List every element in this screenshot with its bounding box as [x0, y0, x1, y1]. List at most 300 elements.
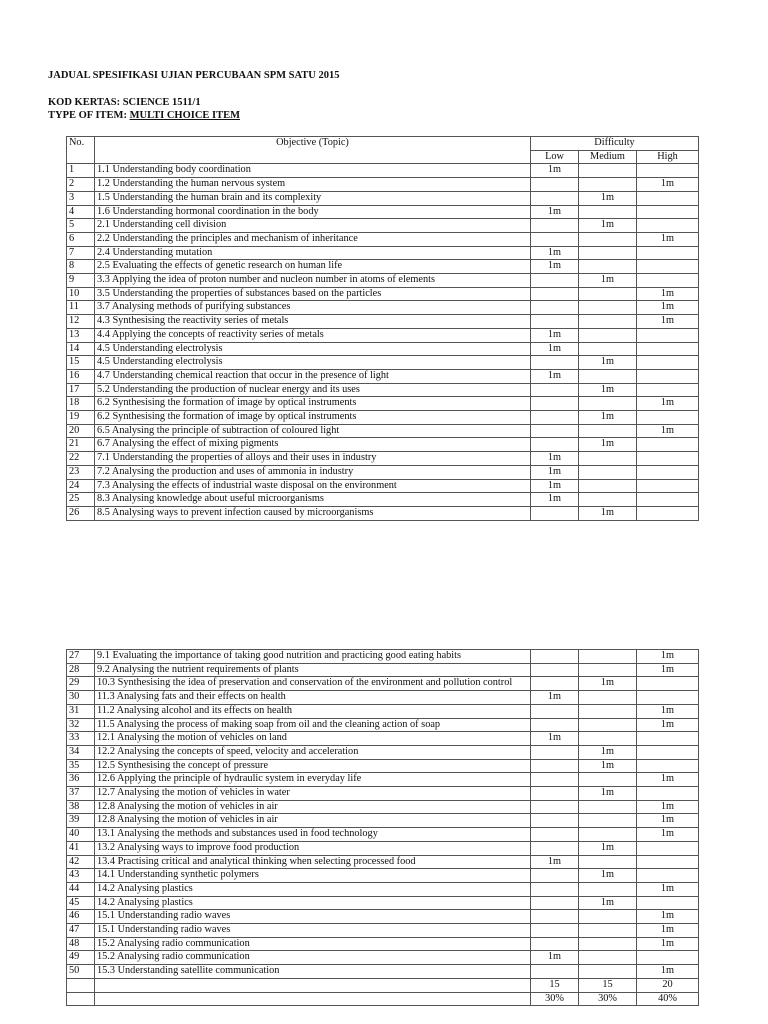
row-objective: 11.5 Analysing the process of making soap from oil and the cleaning action of soap — [95, 718, 531, 732]
row-number: 25 — [67, 493, 95, 507]
row-medium — [579, 965, 637, 979]
total-high: 20 — [637, 978, 699, 992]
percent-low: 30% — [531, 992, 579, 1006]
row-low — [531, 191, 579, 205]
row-medium — [579, 814, 637, 828]
row-high: 1m — [637, 232, 699, 246]
row-low — [531, 397, 579, 411]
row-high: 1m — [637, 287, 699, 301]
row-low: 1m — [531, 479, 579, 493]
row-low: 1m — [531, 452, 579, 466]
row-high: 1m — [637, 178, 699, 192]
row-high — [637, 787, 699, 801]
col-header-objective: Objective (Topic) — [95, 137, 531, 164]
row-medium — [579, 704, 637, 718]
row-high — [637, 164, 699, 178]
row-medium — [579, 937, 637, 951]
row-number: 26 — [67, 506, 95, 520]
row-high — [637, 452, 699, 466]
col-header-low: Low — [531, 150, 579, 164]
row-objective: 7.1 Understanding the properties of alloys and their uses in industry — [95, 452, 531, 466]
row-low: 1m — [531, 342, 579, 356]
table-row — [67, 493, 699, 507]
row-low — [531, 315, 579, 329]
row-medium — [579, 951, 637, 965]
row-number: 6 — [67, 232, 95, 246]
row-low — [531, 869, 579, 883]
table-row — [67, 677, 699, 691]
row-medium — [579, 205, 637, 219]
row-low: 1m — [531, 164, 579, 178]
col-header-difficulty: Difficulty — [531, 137, 699, 151]
row-high: 1m — [637, 315, 699, 329]
row-low — [531, 677, 579, 691]
row-high — [637, 438, 699, 452]
row-number: 48 — [67, 937, 95, 951]
paper-code: KOD KERTAS: SCIENCE 1511/1 — [48, 97, 201, 108]
row-number: 38 — [67, 800, 95, 814]
table-row — [67, 452, 699, 466]
row-medium: 1m — [579, 506, 637, 520]
table-row — [67, 800, 699, 814]
row-high — [637, 260, 699, 274]
table-row — [67, 164, 699, 178]
row-medium: 1m — [579, 383, 637, 397]
row-number: 9 — [67, 274, 95, 288]
row-low — [531, 773, 579, 787]
row-low — [531, 924, 579, 938]
row-high — [637, 191, 699, 205]
row-number: 43 — [67, 869, 95, 883]
table-row — [67, 951, 699, 965]
row-number: 29 — [67, 677, 95, 691]
row-low — [531, 506, 579, 520]
row-number: 20 — [67, 424, 95, 438]
row-objective: 2.5 Evaluating the effects of genetic research on human life — [95, 260, 531, 274]
row-low: 1m — [531, 246, 579, 260]
row-high — [637, 745, 699, 759]
row-low — [531, 424, 579, 438]
row-number: 33 — [67, 732, 95, 746]
table-row — [67, 383, 699, 397]
row-objective: 1.6 Understanding hormonal coordination in the body — [95, 205, 531, 219]
row-low — [531, 910, 579, 924]
row-medium — [579, 691, 637, 705]
table-row — [67, 219, 699, 233]
table-row — [67, 287, 699, 301]
row-number: 13 — [67, 328, 95, 342]
row-low — [531, 828, 579, 842]
row-medium — [579, 342, 637, 356]
row-high: 1m — [637, 718, 699, 732]
row-high — [637, 356, 699, 370]
table-row — [67, 369, 699, 383]
table-row — [67, 773, 699, 787]
row-low — [531, 800, 579, 814]
row-low — [531, 301, 579, 315]
row-low — [531, 356, 579, 370]
table-row — [67, 787, 699, 801]
row-high: 1m — [637, 704, 699, 718]
row-number: 17 — [67, 383, 95, 397]
row-high — [637, 869, 699, 883]
table-row — [67, 704, 699, 718]
row-objective: 2.2 Understanding the principles and mechanism of inheritance — [95, 232, 531, 246]
row-high — [637, 205, 699, 219]
table-row — [67, 506, 699, 520]
table-row — [67, 759, 699, 773]
row-medium — [579, 301, 637, 315]
row-objective: 12.8 Analysing the motion of vehicles in air — [95, 800, 531, 814]
row-medium — [579, 718, 637, 732]
table-row — [67, 828, 699, 842]
row-medium: 1m — [579, 191, 637, 205]
row-number: 32 — [67, 718, 95, 732]
percent-row — [67, 992, 699, 1006]
row-objective: 6.7 Analysing the effect of mixing pigments — [95, 438, 531, 452]
row-medium — [579, 650, 637, 664]
row-high — [637, 274, 699, 288]
row-medium — [579, 882, 637, 896]
row-objective: 15.2 Analysing radio communication — [95, 951, 531, 965]
row-number: 23 — [67, 465, 95, 479]
row-low — [531, 287, 579, 301]
row-high: 1m — [637, 965, 699, 979]
row-objective: 3.5 Understanding the properties of substances based on the particles — [95, 287, 531, 301]
row-high — [637, 677, 699, 691]
row-objective: 6.2 Synthesising the formation of image by optical instruments — [95, 397, 531, 411]
row-number: 11 — [67, 301, 95, 315]
row-number: 4 — [67, 205, 95, 219]
row-low — [531, 814, 579, 828]
row-objective: 4.3 Synthesising the reactivity series of metals — [95, 315, 531, 329]
row-low: 1m — [531, 691, 579, 705]
row-medium — [579, 465, 637, 479]
row-medium — [579, 924, 637, 938]
row-medium — [579, 452, 637, 466]
row-number: 45 — [67, 896, 95, 910]
row-objective: 1.5 Understanding the human brain and its complexity — [95, 191, 531, 205]
row-number: 39 — [67, 814, 95, 828]
table-row — [67, 855, 699, 869]
row-low: 1m — [531, 205, 579, 219]
row-objective: 1.2 Understanding the human nervous system — [95, 178, 531, 192]
table-row — [67, 356, 699, 370]
row-high: 1m — [637, 663, 699, 677]
item-type-value: MULTI CHOICE ITEM — [129, 110, 241, 121]
row-low: 1m — [531, 328, 579, 342]
table-row — [67, 274, 699, 288]
row-medium — [579, 732, 637, 746]
item-type-label: TYPE OF ITEM: — [48, 110, 127, 121]
row-medium — [579, 328, 637, 342]
spec-table-part1 — [66, 136, 699, 521]
row-high — [637, 369, 699, 383]
row-high — [637, 479, 699, 493]
row-objective: 12.5 Synthesising the concept of pressure — [95, 759, 531, 773]
table-body-part2 — [67, 650, 699, 979]
table-row — [67, 882, 699, 896]
row-medium — [579, 828, 637, 842]
table-row — [67, 965, 699, 979]
row-objective: 3.3 Applying the idea of proton number and nucleon number in atoms of elements — [95, 274, 531, 288]
row-number: 15 — [67, 356, 95, 370]
table-body-part1 — [67, 164, 699, 520]
row-high: 1m — [637, 937, 699, 951]
col-header-high: High — [637, 150, 699, 164]
row-medium: 1m — [579, 896, 637, 910]
row-high — [637, 328, 699, 342]
row-objective: 9.1 Evaluating the importance of taking good nutrition and practicing good eating habits — [95, 650, 531, 664]
row-low — [531, 787, 579, 801]
row-objective: 13.2 Analysing ways to improve food production — [95, 841, 531, 855]
row-low — [531, 411, 579, 425]
row-objective: 15.3 Understanding satellite communication — [95, 965, 531, 979]
totals-row — [67, 978, 699, 992]
table-row — [67, 465, 699, 479]
row-medium — [579, 287, 637, 301]
row-number: 34 — [67, 745, 95, 759]
table-row — [67, 328, 699, 342]
row-high — [637, 383, 699, 397]
row-high: 1m — [637, 882, 699, 896]
row-number: 1 — [67, 164, 95, 178]
row-number: 2 — [67, 178, 95, 192]
row-high — [637, 506, 699, 520]
row-medium: 1m — [579, 274, 637, 288]
table-row — [67, 937, 699, 951]
row-objective: 1.1 Understanding body coordination — [95, 164, 531, 178]
row-low — [531, 882, 579, 896]
row-low — [531, 718, 579, 732]
row-objective: 15.2 Analysing radio communication — [95, 937, 531, 951]
table-row — [67, 342, 699, 356]
percent-medium: 30% — [579, 992, 637, 1006]
row-medium — [579, 424, 637, 438]
row-medium: 1m — [579, 841, 637, 855]
table-row — [67, 232, 699, 246]
row-high: 1m — [637, 828, 699, 842]
row-low — [531, 650, 579, 664]
table-row — [67, 191, 699, 205]
table-row — [67, 691, 699, 705]
row-medium — [579, 479, 637, 493]
row-objective: 6.2 Synthesising the formation of image by optical instruments — [95, 411, 531, 425]
row-high: 1m — [637, 814, 699, 828]
table-row — [67, 910, 699, 924]
row-medium: 1m — [579, 411, 637, 425]
row-high: 1m — [637, 424, 699, 438]
row-high: 1m — [637, 773, 699, 787]
row-number: 35 — [67, 759, 95, 773]
row-medium: 1m — [579, 219, 637, 233]
row-objective: 12.1 Analysing the motion of vehicles on land — [95, 732, 531, 746]
row-number: 24 — [67, 479, 95, 493]
row-objective: 7.2 Analysing the production and uses of ammonia in industry — [95, 465, 531, 479]
row-objective: 11.3 Analysing fats and their effects on health — [95, 691, 531, 705]
row-objective: 5.2 Understanding the production of nuclear energy and its uses — [95, 383, 531, 397]
row-number: 47 — [67, 924, 95, 938]
row-number: 40 — [67, 828, 95, 842]
row-objective: 4.7 Understanding chemical reaction that occur in the presence of light — [95, 369, 531, 383]
row-objective: 13.1 Analysing the methods and substances used in food technology — [95, 828, 531, 842]
row-high — [637, 342, 699, 356]
row-objective: 4.5 Understanding electrolysis — [95, 356, 531, 370]
row-number: 8 — [67, 260, 95, 274]
row-objective: 12.6 Applying the principle of hydraulic system in everyday life — [95, 773, 531, 787]
row-number: 3 — [67, 191, 95, 205]
row-medium — [579, 855, 637, 869]
table-row — [67, 841, 699, 855]
table-row — [67, 411, 699, 425]
table-row — [67, 745, 699, 759]
row-high: 1m — [637, 910, 699, 924]
item-type-line — [48, 110, 240, 121]
row-number: 41 — [67, 841, 95, 855]
table-row — [67, 301, 699, 315]
total-medium: 15 — [579, 978, 637, 992]
row-low — [531, 841, 579, 855]
row-medium — [579, 493, 637, 507]
table-row — [67, 315, 699, 329]
row-medium: 1m — [579, 787, 637, 801]
row-number: 46 — [67, 910, 95, 924]
row-high — [637, 855, 699, 869]
row-number: 36 — [67, 773, 95, 787]
table-row — [67, 178, 699, 192]
row-medium: 1m — [579, 677, 637, 691]
row-objective: 13.4 Practising critical and analytical thinking when selecting processed food — [95, 855, 531, 869]
row-objective: 12.8 Analysing the motion of vehicles in air — [95, 814, 531, 828]
row-objective: 4.5 Understanding electrolysis — [95, 342, 531, 356]
table-row — [67, 246, 699, 260]
table-totals — [67, 978, 699, 1005]
row-objective: 15.1 Understanding radio waves — [95, 910, 531, 924]
row-high: 1m — [637, 924, 699, 938]
row-objective: 9.2 Analysing the nutrient requirements of plants — [95, 663, 531, 677]
row-high — [637, 465, 699, 479]
row-high — [637, 246, 699, 260]
row-high — [637, 732, 699, 746]
table-row — [67, 205, 699, 219]
row-medium — [579, 910, 637, 924]
table-row — [67, 663, 699, 677]
col-header-medium: Medium — [579, 150, 637, 164]
row-medium — [579, 232, 637, 246]
row-low — [531, 232, 579, 246]
row-number: 10 — [67, 287, 95, 301]
spec-table-part2 — [66, 649, 699, 1006]
table-row — [67, 438, 699, 452]
row-medium — [579, 178, 637, 192]
document-title: JADUAL SPESIFIKASI UJIAN PERCUBAAN SPM SATU 2015 — [48, 70, 340, 81]
row-high: 1m — [637, 397, 699, 411]
row-low — [531, 745, 579, 759]
row-high — [637, 493, 699, 507]
table-row — [67, 650, 699, 664]
row-medium: 1m — [579, 745, 637, 759]
row-medium: 1m — [579, 869, 637, 883]
row-objective: 8.5 Analysing ways to prevent infection caused by microorganisms — [95, 506, 531, 520]
row-objective: 2.1 Understanding cell division — [95, 219, 531, 233]
row-low: 1m — [531, 732, 579, 746]
row-number: 50 — [67, 965, 95, 979]
row-medium — [579, 369, 637, 383]
table-row — [67, 397, 699, 411]
row-low: 1m — [531, 951, 579, 965]
row-high — [637, 951, 699, 965]
table-row — [67, 260, 699, 274]
total-low: 15 — [531, 978, 579, 992]
row-medium — [579, 800, 637, 814]
row-number: 18 — [67, 397, 95, 411]
row-number: 7 — [67, 246, 95, 260]
row-high — [637, 896, 699, 910]
row-low — [531, 438, 579, 452]
row-low: 1m — [531, 493, 579, 507]
row-objective: 12.2 Analysing the concepts of speed, velocity and acceleration — [95, 745, 531, 759]
row-objective: 14.1 Understanding synthetic polymers — [95, 869, 531, 883]
row-low — [531, 274, 579, 288]
row-number: 16 — [67, 369, 95, 383]
row-low — [531, 759, 579, 773]
row-low: 1m — [531, 465, 579, 479]
row-high: 1m — [637, 800, 699, 814]
row-medium — [579, 315, 637, 329]
row-number: 42 — [67, 855, 95, 869]
row-low — [531, 219, 579, 233]
row-number: 31 — [67, 704, 95, 718]
row-low: 1m — [531, 369, 579, 383]
table-row — [67, 924, 699, 938]
table-row — [67, 814, 699, 828]
row-number: 37 — [67, 787, 95, 801]
row-objective: 8.3 Analysing knowledge about useful microorganisms — [95, 493, 531, 507]
row-objective: 14.2 Analysing plastics — [95, 896, 531, 910]
table-row — [67, 424, 699, 438]
row-objective: 10.3 Synthesising the idea of preservation and conservation of the environment and pollution control — [95, 677, 531, 691]
row-high — [637, 841, 699, 855]
row-number: 44 — [67, 882, 95, 896]
row-number: 30 — [67, 691, 95, 705]
row-number: 19 — [67, 411, 95, 425]
row-medium — [579, 164, 637, 178]
row-objective: 6.5 Analysing the principle of subtraction of coloured light — [95, 424, 531, 438]
row-high: 1m — [637, 650, 699, 664]
row-number: 21 — [67, 438, 95, 452]
row-low — [531, 896, 579, 910]
row-number: 22 — [67, 452, 95, 466]
row-objective: 3.7 Analysing methods of purifying substances — [95, 301, 531, 315]
row-medium — [579, 397, 637, 411]
row-medium — [579, 663, 637, 677]
row-number: 27 — [67, 650, 95, 664]
row-high — [637, 411, 699, 425]
col-header-no: No. — [67, 137, 95, 164]
table-row — [67, 869, 699, 883]
row-high — [637, 759, 699, 773]
row-number: 12 — [67, 315, 95, 329]
row-number: 49 — [67, 951, 95, 965]
row-objective: 14.2 Analysing plastics — [95, 882, 531, 896]
row-number: 5 — [67, 219, 95, 233]
row-low: 1m — [531, 855, 579, 869]
row-medium — [579, 246, 637, 260]
row-low — [531, 704, 579, 718]
row-low — [531, 383, 579, 397]
row-objective: 11.2 Analysing alcohol and its effects on health — [95, 704, 531, 718]
row-objective: 15.1 Understanding radio waves — [95, 924, 531, 938]
